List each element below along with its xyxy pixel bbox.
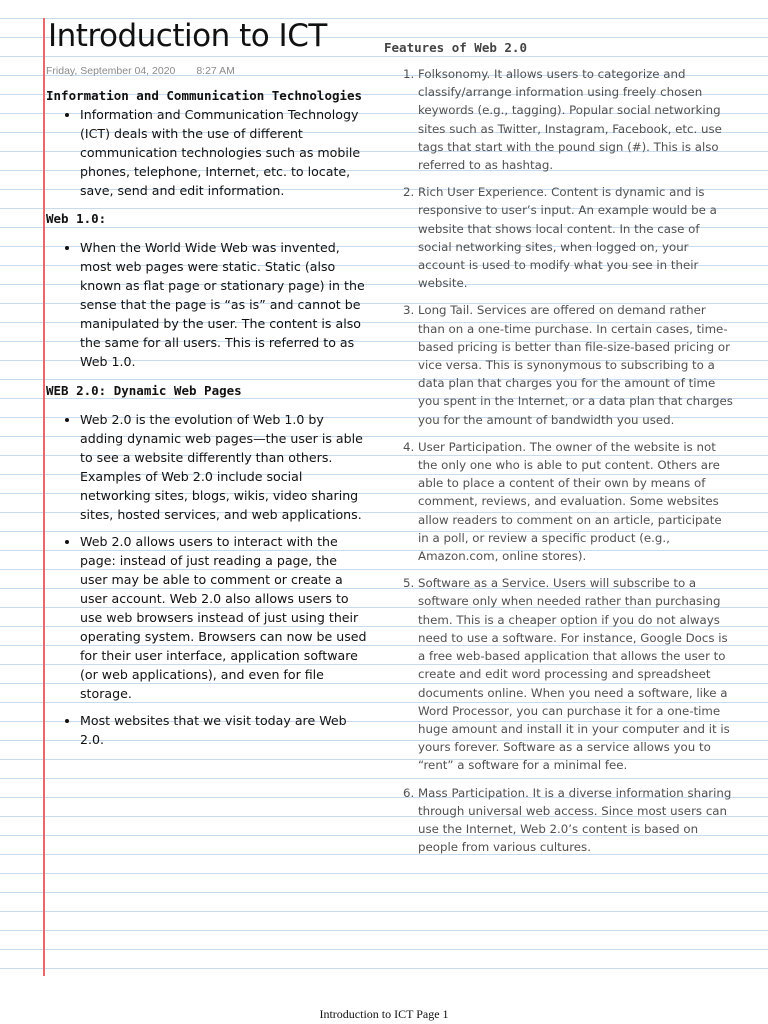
feature-item: 2. Rich User Experience. Content is dynamic and is responsive to user’s input. An example would be a website that shows local content. In the case of social networking sites, when logged on, your account is used to modify what you see in their website. [418,183,734,292]
features-list [384,65,734,856]
page-time: 8:27 AM [196,65,235,77]
ict-bullet-list [46,105,368,200]
feature-item: 1. Folksonomy. It allows users to categorize and classify/arrange information using freely chosen keywords (e.g., tagging). Popular social networking sites such as Twitter, Instagram, Facebook, etc. use tags that start with the pound sign (#). This is also referred to as hashtag. [418,65,734,174]
bullet-item: • Information and Communication Technology (ICT) deals with the use of different communication technologies such as mobile phones, telephone, Internet, etc. to locate, save, send and edit information. [80,105,368,200]
feature-item: 3. Long Tail. Services are offered on demand rather than on a one-time purchase. In certain cases, time-based pricing is better than file-size-based pricing or vice versa. This is synonymous to subscribing to a data plan that charges you for the amount of time you spent in the Internet, or a data plan that charges you for the amount of bandwidth you used. [418,301,734,428]
page-footer: Introduction to ICT Page 1 [319,1007,449,1021]
web1-bullet-list [46,238,368,371]
feature-item: 5. Software as a Service. Users will subscribe to a software only when needed rather than purchasing them. This is a cheaper option if you do not always need to use a software. For instance, Google Docs is a free web-based application that allows the user to create and edit word processing and spreadsheet documents online. When you need a software, like a Word Processor, you can purchase it for a one-time huge amount and install it in your computer and it is yours forever. Software as a service allows you to “rent” a software for a minimal fee. [418,574,734,774]
features-heading: Features of Web 2.0 [384,40,527,55]
left-column [46,86,368,749]
bullet-item: • Most websites that we visit today are Web 2.0. [80,711,368,749]
bullet-item: • When the World Wide Web was invented, most web pages were static. Static (also known as flat page or stationary page) in the sense that the page is “as is” and cannot be manipulated by the user. The content is also the same for all users. This is referred to as Web 1.0. [80,238,368,371]
bullet-item: • Web 2.0 is the evolution of Web 1.0 by adding dynamic web pages—the user is able to see a website differently than others. Examples of Web 2.0 include social networking sites, blogs, wikis, video sharing sites, hosted services, and web applications. [80,410,368,524]
bullet-item: • Web 2.0 allows users to interact with the page: instead of just reading a page, the user may be able to comment or create a user account. Web 2.0 also allows users to use web browsers instead of just using their operating system. Browsers can now be used for their user interface, application software (or web applications), and even for file storage. [80,532,368,703]
feature-item: 4. User Participation. The owner of the website is not the only one who is able to put content. Others are able to place a content of their own by means of comment, reviews, and evaluation. Some websites allow readers to comment on an article, participate in a poll, or review a specific product (e.g., Amazon.com, online stores). [418,438,734,565]
section-heading-web1: Web 1.0: [46,211,107,226]
feature-item: 6. Mass Participation. It is a diverse information sharing through universal web access. Since most users can use the Internet, Web 2.0’s content is based on people from various cultures. [418,784,734,857]
section-heading-ict: Information and Communication Technologies [46,88,363,103]
section-heading-web2: WEB 2.0: Dynamic Web Pages [46,383,242,398]
date-time-row [46,65,235,77]
right-column [384,38,734,856]
page-date: Friday, September 04, 2020 [46,65,176,77]
notebook-margin-line [43,18,45,976]
web2-bullet-list [46,410,368,749]
page-title: Introduction to ICT [48,18,327,54]
